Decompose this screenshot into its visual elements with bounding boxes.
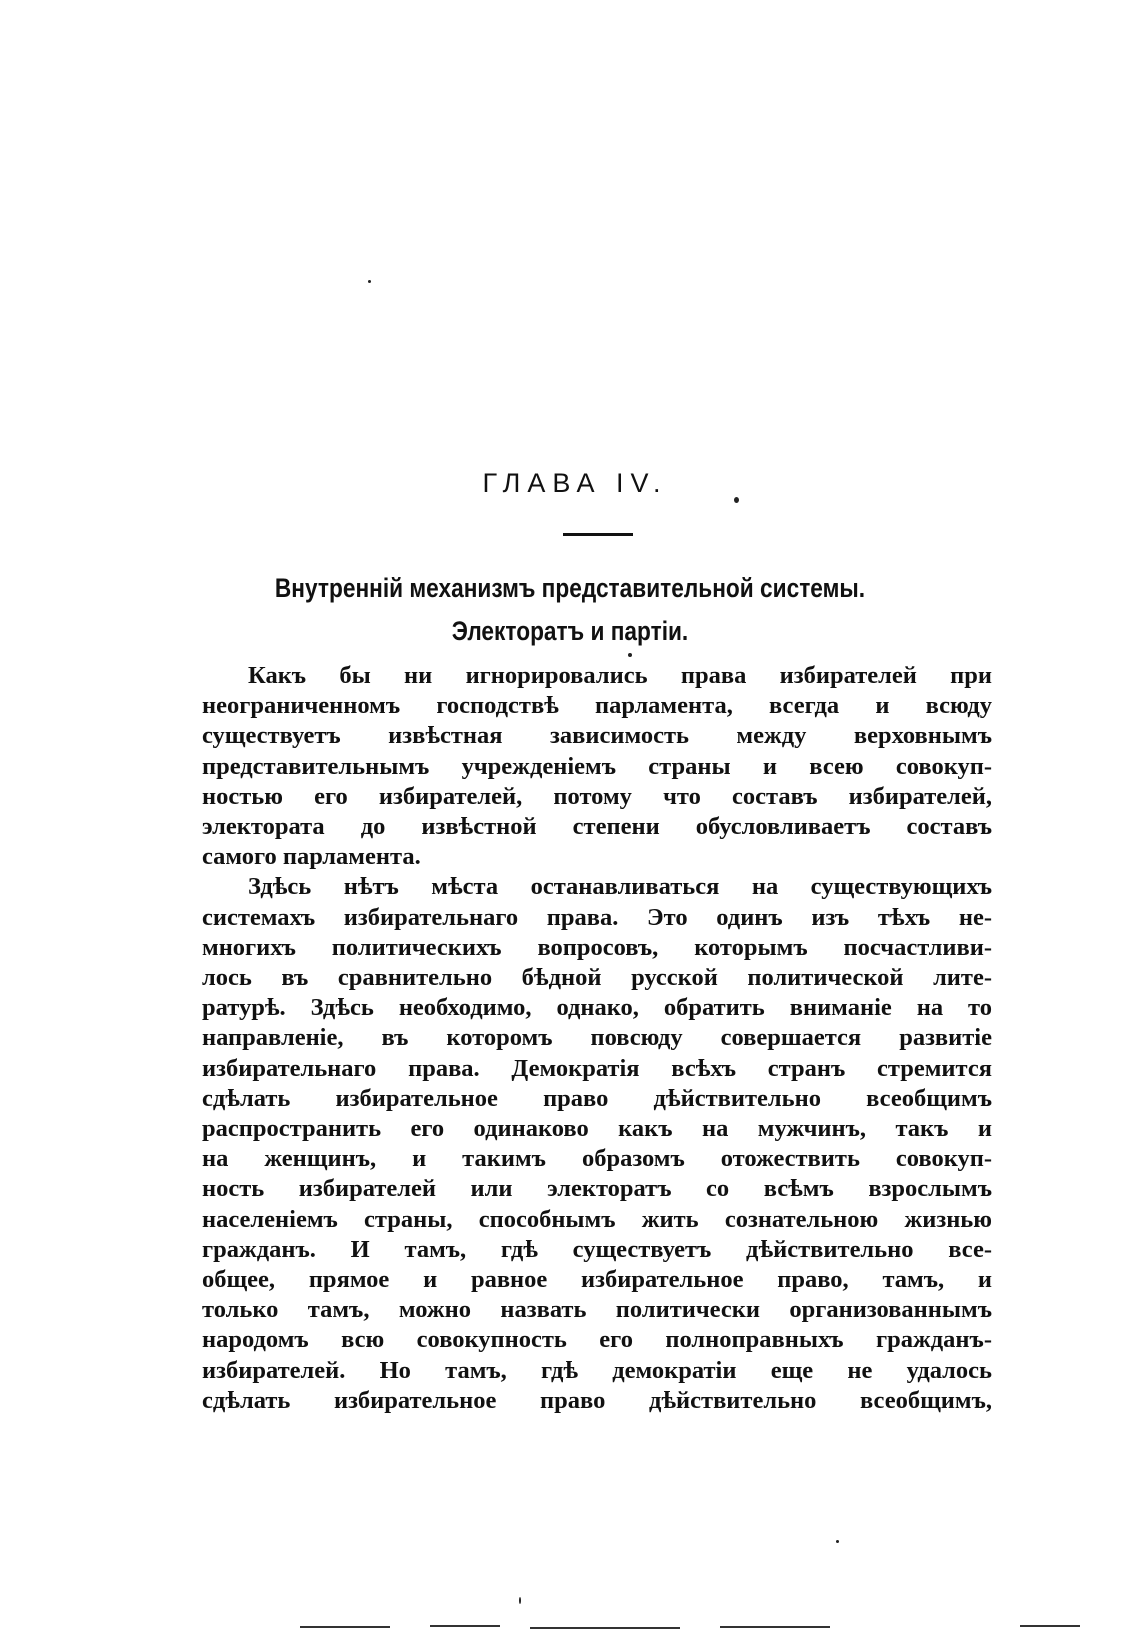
text-line: ратурѣ. Здѣсь необходимо, однако, обратить вниманіе на то — [202, 994, 992, 1022]
text-line: электората до извѣстной степени обусловливаетъ составъ — [202, 813, 992, 841]
paragraph-1 — [202, 661, 992, 872]
text-line: многихъ политическихъ вопросовъ, которымъ посчастливи- — [202, 933, 992, 961]
text-line: народомъ всю совокупность его полноправныхъ гражданъ- — [202, 1326, 992, 1354]
text-line: неограниченномъ господствѣ парламента, всегда и всюду — [202, 692, 992, 720]
text-line: самого парламента. — [202, 843, 421, 871]
chapter-title-line-1: Внутренній механизмъ представительной системы. — [274, 573, 866, 603]
scan-speck — [368, 280, 371, 283]
paragraph-2 — [202, 872, 992, 1416]
text-line: населеніемъ страны, способнымъ жить сознательною жизнью — [202, 1205, 992, 1233]
scan-speck — [628, 653, 632, 657]
text-line: избирательнаго права. Демократія всѣхъ странъ стремится — [202, 1054, 992, 1082]
text-line: сдѣлать избирательное право дѣйствительно всеобщимъ, — [202, 1386, 992, 1414]
scan-edge-mark — [1020, 1625, 1080, 1627]
text-line: представительнымъ учрежденіемъ страны и всею совокуп- — [202, 752, 992, 780]
chapter-title-line-2: Электоратъ и партіи. — [451, 616, 689, 646]
text-line: на женщинъ, и такимъ образомъ отожествить совокуп- — [202, 1145, 992, 1173]
text-line: ностью его избирателей, потому что составъ избирателей, — [202, 782, 992, 810]
text-line: гражданъ. И тамъ, гдѣ существуетъ дѣйствительно все- — [202, 1235, 992, 1263]
text-line: Какъ бы ни игнорировались права избирателей при — [248, 662, 992, 689]
text-line: распространить его одинаково какъ на мужчинъ, такъ и — [202, 1115, 992, 1143]
scan-edge-mark — [300, 1626, 390, 1628]
text-line: системахъ избирательнаго права. Это одинъ изъ тѣхъ не- — [202, 903, 992, 931]
text-line: лось въ сравнительно бѣдной русской политической лите- — [202, 964, 992, 992]
heading-rule — [563, 533, 633, 536]
scan-edge-mark — [530, 1627, 680, 1629]
text-line: существуетъ извѣстная зависимость между верховнымъ — [202, 722, 992, 750]
text-line: направленіе, въ которомъ повсюду совершается развитіе — [202, 1024, 992, 1052]
scan-edge-mark — [430, 1625, 500, 1627]
scan-edge-mark — [720, 1626, 830, 1628]
scan-speck — [519, 1597, 521, 1604]
text-line: только тамъ, можно назвать политически организованнымъ — [202, 1296, 992, 1324]
scan-speck — [734, 497, 739, 503]
chapter-heading: ГЛАВА IV. — [482, 468, 668, 498]
text-line: ность избирателей или электоратъ со всѣмъ взрослымъ — [202, 1175, 992, 1203]
text-line: избирателей. Но тамъ, гдѣ демократіи еще не удалось — [202, 1356, 992, 1384]
text-line: общее, прямое и равное избирательное право, тамъ, и — [202, 1266, 992, 1294]
body-text — [202, 661, 992, 1416]
text-line: сдѣлать избирательное право дѣйствительно всеобщимъ — [202, 1084, 992, 1112]
chapter-title — [91, 567, 1049, 653]
text-line: Здѣсь нѣтъ мѣста останавливаться на существующихъ — [248, 873, 992, 901]
scan-speck — [836, 1540, 839, 1543]
